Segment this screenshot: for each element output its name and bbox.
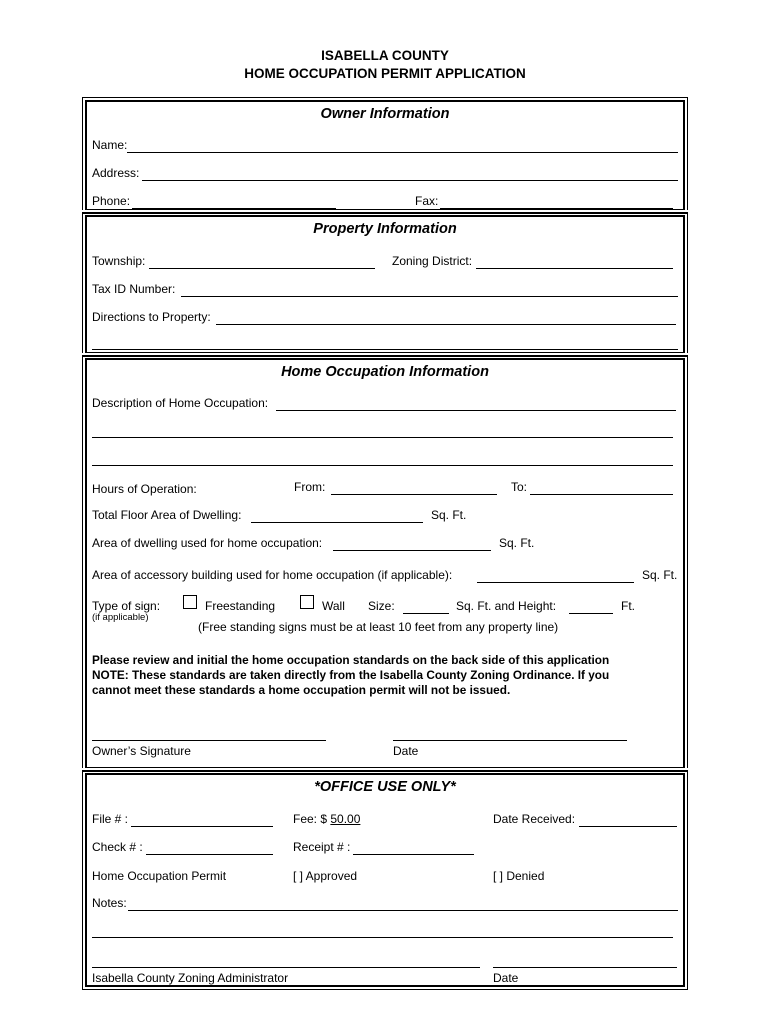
office-use-title: *OFFICE USE ONLY* — [314, 779, 456, 795]
owner-signature-label: Owner’s Signature — [92, 744, 191, 758]
home-occupation-section-title: Home Occupation Information — [281, 364, 489, 380]
from-label: From: — [294, 480, 326, 494]
address-label: Address: — [92, 166, 140, 180]
fee-value: 50.00 — [330, 812, 361, 826]
dwelling-used-unit: Sq. Ft. — [499, 536, 535, 550]
county-title: ISABELLA COUNTY — [321, 48, 449, 63]
wall-checkbox[interactable] — [300, 595, 314, 609]
fax-label: Fax: — [415, 194, 439, 208]
review-notice-line-1: Please review and initial the home occupation standards on the back side of this application — [92, 653, 610, 667]
office-use-section — [82, 770, 688, 990]
directions-field[interactable] — [216, 324, 676, 325]
phone-field[interactable] — [132, 208, 336, 209]
phone-label: Phone: — [92, 194, 131, 208]
admin-signature-label: Isabella County Zoning Administrator — [92, 971, 289, 985]
name-field[interactable] — [127, 152, 678, 153]
floor-area-unit: Sq. Ft. — [431, 508, 467, 522]
sign-height-field[interactable] — [569, 613, 613, 614]
name-label: Name: — [92, 138, 128, 152]
accessory-label: Area of accessory building used for home occupation (if applicable): — [92, 568, 453, 582]
owner-section — [82, 97, 688, 214]
wall-label: Wall — [322, 599, 345, 613]
floor-area-field[interactable] — [251, 522, 423, 523]
file-number-label: File # : — [92, 812, 129, 826]
township-label: Township: — [92, 254, 146, 268]
file-number-field[interactable] — [131, 826, 273, 827]
date-received-field[interactable] — [579, 826, 677, 827]
sign-type-label: Type of sign: — [92, 599, 161, 613]
fee-prefix: Fee: $ — [293, 812, 328, 826]
sign-height-unit: Ft. — [621, 599, 635, 613]
notes-field[interactable] — [128, 910, 678, 911]
from-field[interactable] — [331, 494, 497, 495]
zoning-district-label: Zoning District: — [392, 254, 473, 268]
address-field[interactable] — [142, 180, 678, 181]
floor-area-label: Total Floor Area of Dwelling: — [92, 508, 242, 522]
permit-label: Home Occupation Permit — [92, 869, 227, 883]
sign-size-label: Size: — [368, 599, 395, 613]
description-field-line-2[interactable] — [92, 437, 673, 438]
form-title: HOME OCCUPATION PERMIT APPLICATION — [244, 66, 526, 81]
description-field[interactable] — [276, 410, 676, 411]
home-occupation-section — [82, 355, 688, 772]
description-label: Description of Home Occupation: — [92, 396, 269, 410]
directions-label: Directions to Property: — [92, 310, 211, 324]
freestanding-checkbox[interactable] — [183, 595, 197, 609]
review-notice-line-2: NOTE: These standards are taken directly from the Isabella County Zoning Ordinance. If you — [92, 668, 610, 682]
property-section — [82, 212, 688, 357]
directions-field-line-2[interactable] — [92, 349, 678, 350]
dwelling-used-label: Area of dwelling used for home occupation: — [92, 536, 323, 550]
denied-option[interactable]: [ ] Denied — [493, 869, 545, 883]
owner-date-field[interactable] — [393, 740, 627, 741]
fee-label — [293, 812, 360, 826]
to-label: To: — [511, 480, 528, 494]
admin-signature-field[interactable] — [92, 967, 480, 968]
owner-section-title: Owner Information — [320, 106, 450, 122]
to-field[interactable] — [530, 494, 673, 495]
check-number-label: Check # : — [92, 840, 143, 854]
owner-date-label: Date — [393, 744, 419, 758]
sign-if-applicable: (if applicable) — [92, 612, 149, 623]
tax-id-field[interactable] — [181, 296, 678, 297]
township-field[interactable] — [149, 268, 375, 269]
sqft-and-height-label: Sq. Ft. and Height: — [456, 599, 557, 613]
freestanding-label: Freestanding — [205, 599, 276, 613]
notes-field-line-2[interactable] — [92, 937, 673, 938]
accessory-field[interactable] — [477, 582, 634, 583]
accessory-unit: Sq. Ft. — [642, 568, 678, 582]
owner-signature-field[interactable] — [92, 740, 326, 741]
admin-date-label: Date — [493, 971, 519, 985]
receipt-number-field[interactable] — [353, 854, 474, 855]
review-notice-line-3: cannot meet these standards a home occupation permit will not be issued. — [92, 683, 511, 697]
hours-label: Hours of Operation: — [92, 482, 197, 496]
approved-option[interactable]: [ ] Approved — [293, 869, 358, 883]
tax-id-label: Tax ID Number: — [92, 282, 176, 296]
zoning-district-field[interactable] — [476, 268, 673, 269]
sign-size-field[interactable] — [403, 613, 449, 614]
date-received-label: Date Received: — [493, 812, 576, 826]
dwelling-used-field[interactable] — [333, 550, 491, 551]
admin-date-field[interactable] — [493, 967, 677, 968]
notes-label: Notes: — [92, 896, 127, 910]
receipt-number-label: Receipt # : — [293, 840, 351, 854]
sign-setback-note: (Free standing signs must be at least 10 feet from any property line) — [198, 620, 559, 634]
fax-field[interactable] — [440, 208, 673, 209]
check-number-field[interactable] — [146, 854, 273, 855]
description-field-line-3[interactable] — [92, 465, 673, 466]
property-section-title: Property Information — [313, 221, 457, 237]
